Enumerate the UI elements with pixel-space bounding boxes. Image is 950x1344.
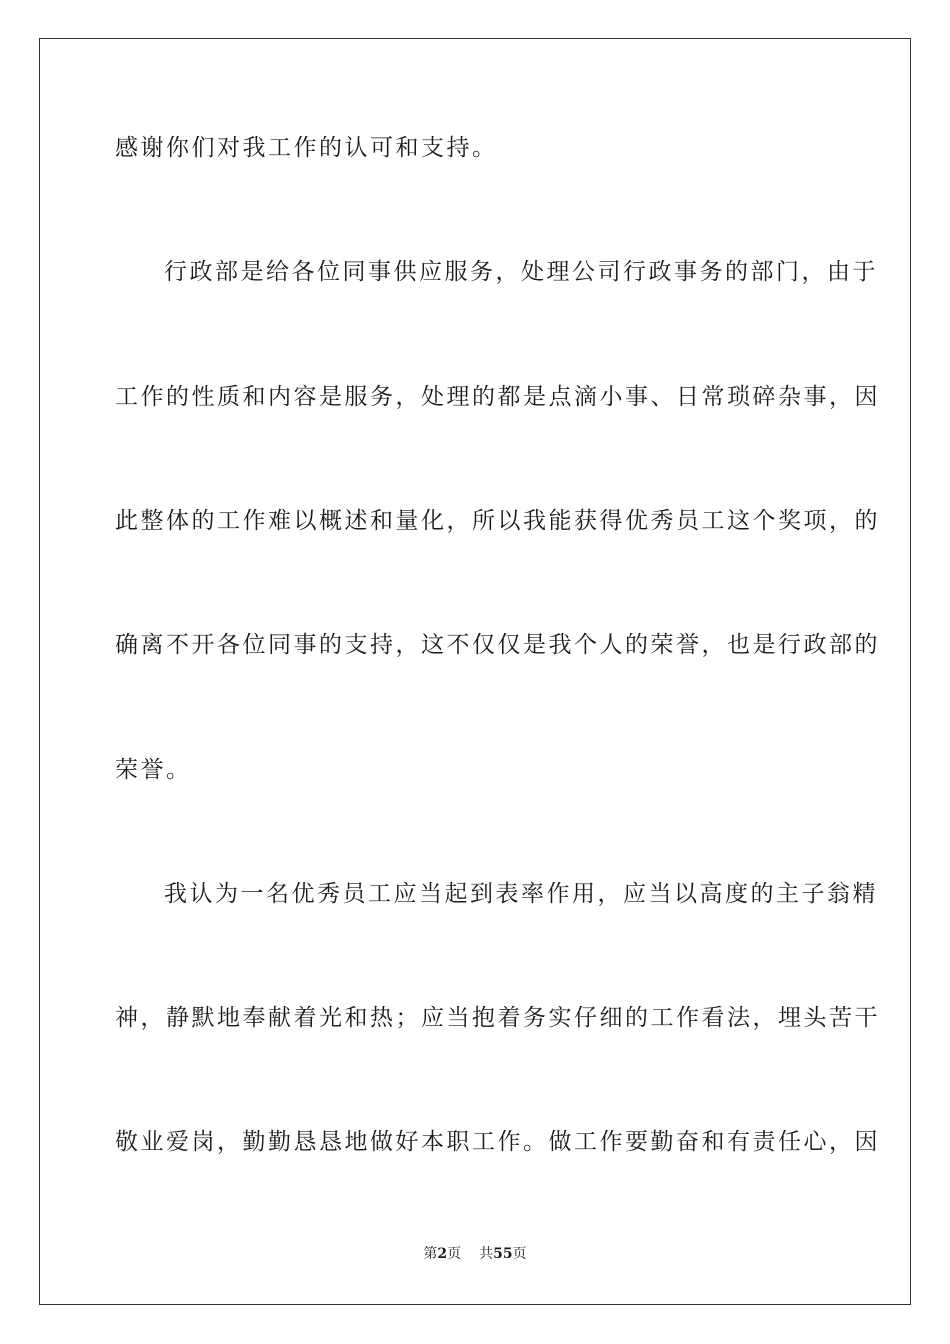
page-footer: [0, 1245, 950, 1263]
text-line: 神，静默地奉献着光和热；应当抱着务实仔细的工作看法，埋头苦干: [115, 1005, 880, 1031]
text-line: 感谢你们对我工作的认可和支持。: [115, 135, 498, 161]
total-prefix: 共: [479, 1246, 494, 1262]
page-suffix: 页: [447, 1246, 462, 1262]
page-prefix: 第: [423, 1246, 438, 1262]
text-line: 荣誉。: [115, 757, 192, 783]
text-line: 工作的性质和内容是服务，处理的都是点滴小事、日常琐碎杂事，因: [115, 384, 880, 410]
page-border: [39, 38, 911, 1305]
paragraph-start-line: 行政部是给各位同事供应服务，处理公司行政事务的部门，由于: [164, 259, 878, 285]
text-line: 确离不开各位同事的支持，这不仅仅是我个人的荣誉，也是行政部的: [115, 632, 880, 658]
paragraph-start-line: 我认为一名优秀员工应当起到表率作用，应当以高度的主子翁精: [164, 881, 878, 907]
total-suffix: 页: [512, 1246, 527, 1262]
text-line: 敬业爱岗，勤勤恳恳地做好本职工作。做工作要勤奋和有责任心，因: [115, 1129, 880, 1155]
total-pages: 55: [493, 1246, 513, 1262]
text-line: 此整体的工作难以概述和量化，所以我能获得优秀员工这个奖项，的: [115, 508, 880, 534]
page-number: 2: [437, 1246, 448, 1262]
